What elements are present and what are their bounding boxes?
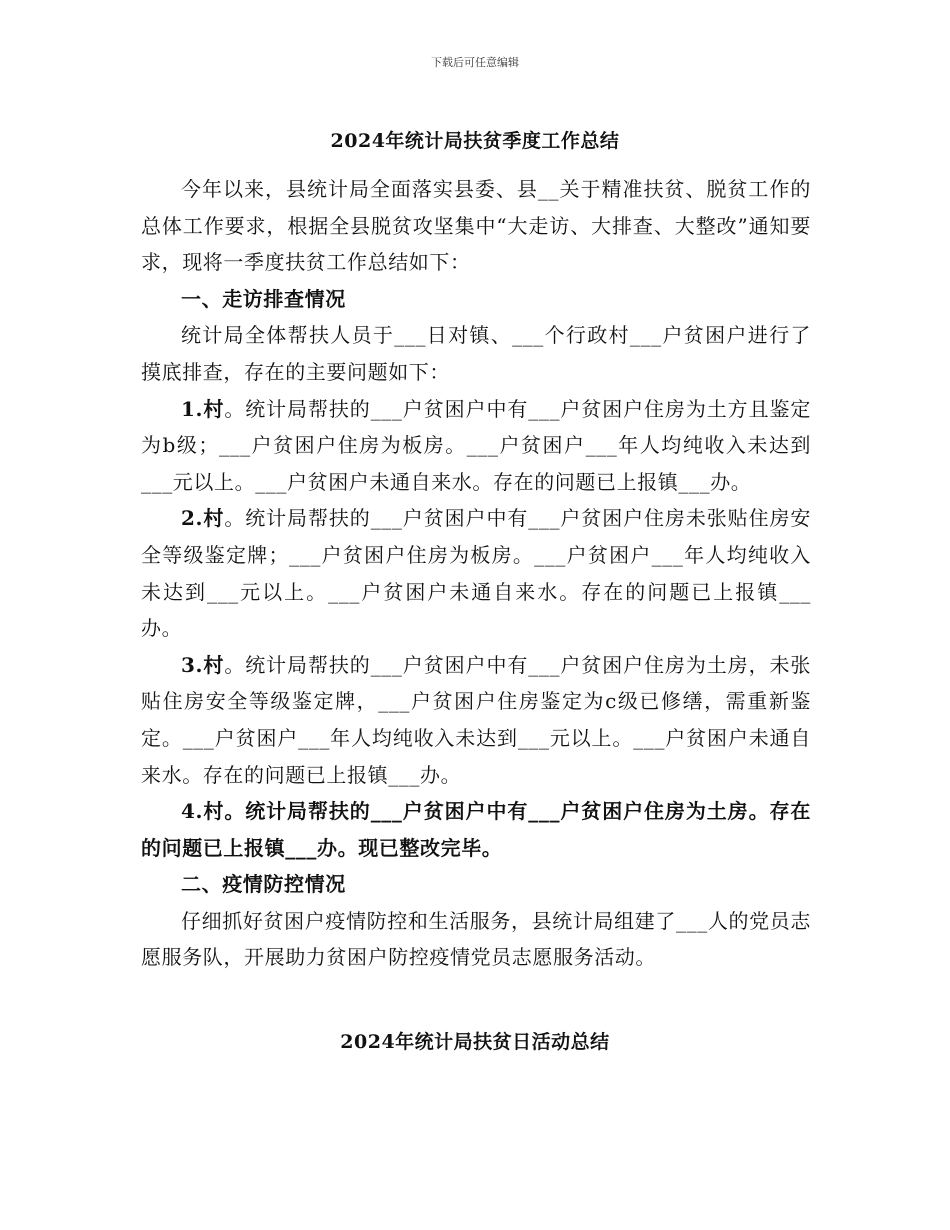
- document-body: [141, 171, 811, 976]
- section1-intro-paragraph: 统计局全体帮扶人员于___日对镇、___个行政村___户贫困户进行了摸底排查，存在的主要问题如下：: [141, 323, 811, 384]
- second-document-title: 2024年统计局扶贫日活动总结: [340, 1031, 610, 1053]
- village-item-1: [141, 391, 811, 501]
- village-item-4: [141, 793, 811, 866]
- page-header-note: 下载后可任意编辑: [431, 56, 519, 69]
- village-item-text: 。统计局帮扶的___户贫困户中有___户贫困户住房为土房，未张贴住房安全等级鉴定牌，___户贫困户住房鉴定为c级已修缮，需重新鉴定。___户贫困户___年人均纯收入未达到___元以上。___户贫困户未通自来水。存在的问题已上报镇___办。: [141, 652, 811, 787]
- village-item-lead: 1.村: [181, 396, 225, 421]
- village-item-lead: 4.村: [181, 799, 225, 824]
- village-item-lead: 2.村: [181, 506, 225, 531]
- village-item-lead: 3.村: [181, 652, 225, 677]
- village-item-2: [141, 500, 811, 646]
- section2-paragraph: 仔细抓好贫困户疫情防控和生活服务，县统计局组建了___人的党员志愿服务队，开展助力贫困户防控疫情党员志愿服务活动。: [141, 908, 811, 970]
- village-item-3: [141, 647, 811, 793]
- intro-paragraph: 今年以来，县统计局全面落实县委、县__关于精准扶贫、脱贫工作的总体工作要求，根据全县脱贫攻坚集中“大走访、大排查、大整改”通知要求，现将一季度扶贫工作总结如下：: [141, 177, 811, 275]
- village-item-text: 。统计局帮扶的___户贫困户中有___户贫困户住房为土方且鉴定为b级；___户贫困户住房为板房。___户贫困户___年人均纯收入未达到___元以上。___户贫困户未通自来水。存在的问题已上报镇___办。: [141, 396, 811, 494]
- document-title: 2024年统计局扶贫季度工作总结: [330, 130, 620, 152]
- section-heading-epidemic-control: 二、疫情防控情况: [181, 872, 346, 897]
- village-item-text: 。统计局帮扶的___户贫困户中有___户贫困户住房为土房。存在的问题已上报镇___办。现已整改完毕。: [141, 799, 811, 860]
- section-heading-visit-inspection: 一、走访排查情况: [181, 286, 346, 311]
- village-item-text: 。统计局帮扶的___户贫困户中有___户贫困户住房未张贴住房安全等级鉴定牌；___户贫困户住房为板房。___户贫困户___年人均纯收入未达到___元以上。___户贫困户未通自来水。存在的问题已上报镇___办。: [141, 506, 811, 641]
